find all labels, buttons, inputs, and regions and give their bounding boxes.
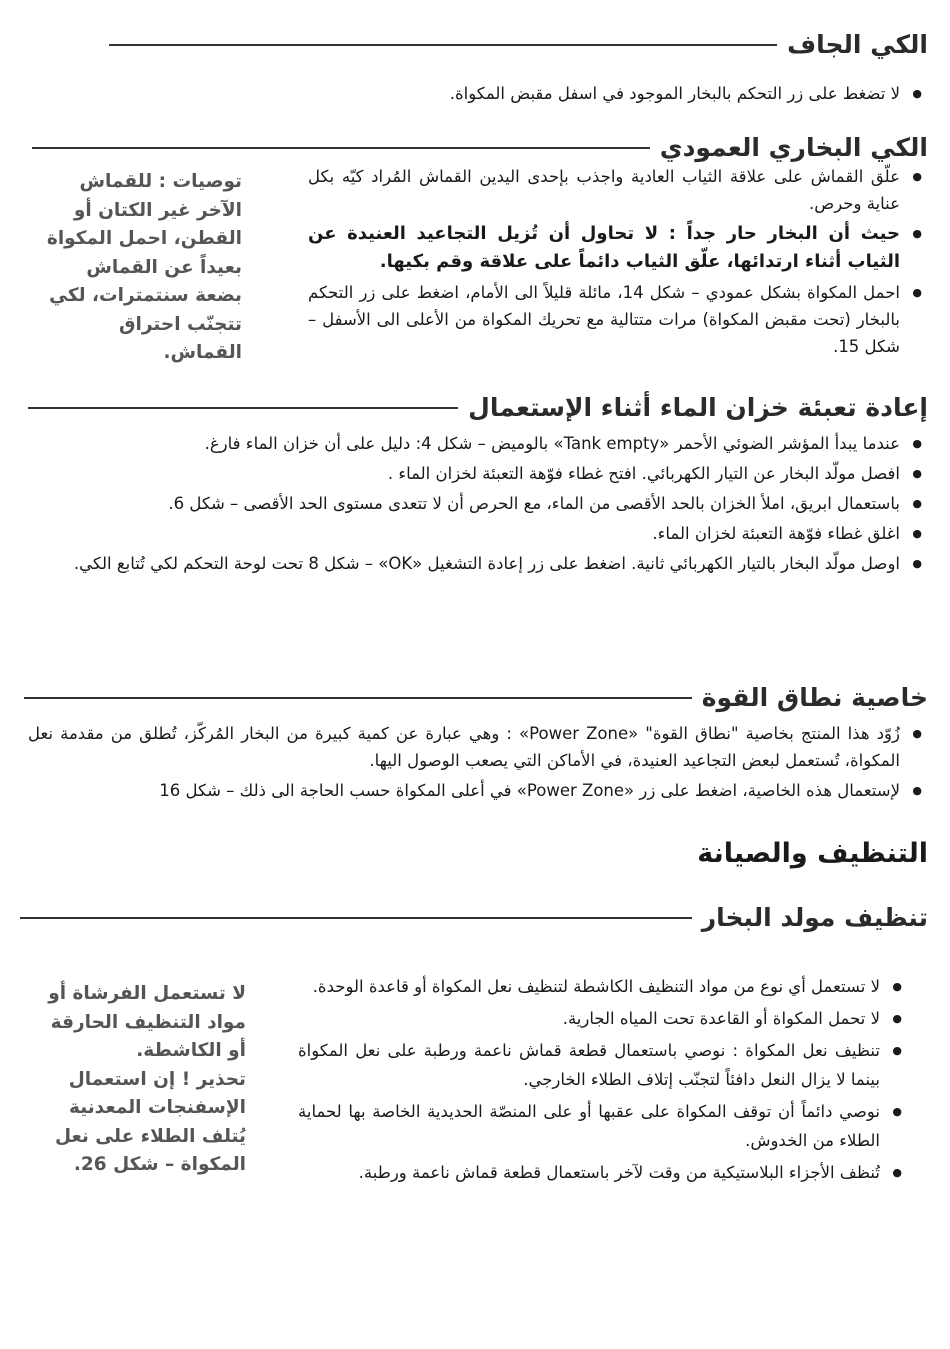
list-item: ● زُوّد هذا المنتج بخاصية "نطاق القوة" «Power Zone» : وهي عبارة عن كمية كبيرة من البخار المُركّز، تُطلق من مقدمة نعل المكواة، تُستعمل لبعض التجاعيد العنيدة، في الأماكن التي يصعب الوصول اليها. [28, 720, 924, 774]
list-item: ● حيث أن البخار حار جداً : لا تحاول أن تُزيل التجاعيد العنيدة عن الثياب أثناء ارتدائها، علّق الثياب دائماً على علاقة وقم بكيها. [308, 220, 924, 276]
vertical-side-note: توصيات : للقماش الآخر غير الكتان أو القطن، احمل المكواة بعيداً عن القماش بضعة سنتمترات، لكي تتجنّب احتراق القماش. [46, 171, 242, 363]
list-item: ● لا تحمل المكواة أو القاعدة تحت المياه الجارية. [298, 1004, 904, 1033]
section-vertical-title: الكي البخاري العمودي [659, 133, 928, 162]
cleaning-note-warning: تحذير ! إن استعمال الإسفنجات المعدنية يُتلف الطلاء على نعل المكواة – شكل 26. [54, 1068, 246, 1175]
list-item: ● اوصل مولّد البخار بالتيار الكهربائي ثانية. اضغط على زر إعادة التشغيل «OK» – شكل 8 تحت لوحة التحكم لكي تُتابع الكي. [28, 550, 924, 577]
list-item: ● باستعمال ابريق، املأ الخزان بالحد الأقصى من الماء، مع الحرص أن لا تتعدى مستوى الحد الأقصى – شكل 6. [28, 490, 924, 517]
cleaning-note-caution: لا تستعمل الفرشاة أو مواد التنظيف الحارقة أو الكاشطة. [48, 983, 246, 1061]
dry-list [44, 80, 924, 110]
section-refill-title: إعادة تعبئة خزان الماء أثناء الإستعمال [468, 393, 928, 422]
list-item: ● افصل مولّد البخار عن التيار الكهربائي. افتح غطاء فوّهة التعبئة لخزان الماء . [28, 460, 924, 487]
section-power-title: خاصية نطاق القوة [701, 683, 928, 712]
list-item: ● علّق القماش على علاقة الثياب العادية واجذب بإحدى اليدين القماش المُراد كيّه بكل عناية وحرص. [308, 163, 924, 217]
list-item: ● لا تضغط على زر التحكم بالبخار الموجود في اسفل مقبض المكواة. [44, 80, 924, 107]
list-item: ● احمل المكواة بشكل عمودي – شكل 14، مائلة قليلاً الى الأمام، اضغط على زر التحكم بالبخار (تحت مقبض المكواة) مرات متتالية مع تحريك المكواة من الأعلى الى الأسفل – شكل 15. [308, 279, 924, 360]
section-rule [32, 147, 650, 149]
section-dry-heading [109, 30, 928, 59]
section-refill-heading [28, 393, 928, 422]
list-item: ● تنظيف نعل المكواة : نوصي باستعمال قطعة قماش ناعمة ورطبة على نعل المكواة بينما لا يزال النعل دافئاً لتجنّب إتلاف الطلاء الخارجي. [298, 1036, 904, 1094]
power-list [28, 720, 924, 807]
list-item: ● لإستعمال هذه الخاصية، اضغط على زر «Power Zone» في أعلى المكواة حسب الحاجة الى ذلك – شكل 16 [28, 777, 924, 804]
section-power-heading [24, 683, 928, 712]
section-rule [20, 917, 692, 919]
vertical-list [308, 163, 924, 363]
list-item: ● عندما يبدأ المؤشر الضوئي الأحمر «Tank empty» بالوميض – شكل 4: دليل على أن خزان الماء فارغ. [28, 430, 924, 457]
section-rule [109, 44, 777, 46]
list-item: ● تُنظف الأجزاء البلاستيكية من وقت لآخر باستعمال قطعة قماش ناعمة ورطبة. [298, 1158, 904, 1187]
section-cleaning-heading [20, 903, 928, 932]
list-item: ● لا تستعمل أي نوع من مواد التنظيف الكاشطة لتنظيف نعل المكواة أو قاعدة الوحدة. [298, 972, 904, 1001]
cleaning-list [298, 972, 904, 1190]
section-rule [28, 407, 458, 409]
list-item: ● نوصي دائماً أن توقف المكواة على عقبها أو على المنصّة الحديدية الخاصة بها لحماية الطلاء من الخدوش. [298, 1097, 904, 1155]
section-rule [24, 697, 692, 699]
chapter-title: التنظيف والصيانة [697, 838, 928, 869]
cleaning-side-note [32, 980, 246, 1180]
section-vertical-heading [32, 133, 928, 162]
refill-list [28, 430, 924, 580]
section-cleaning-title: تنظيف مولد البخار [701, 903, 928, 932]
section-dry-title: الكي الجاف [787, 30, 928, 59]
list-item: ● اغلق غطاء فوّهة التعبئة لخزان الماء. [28, 520, 924, 547]
